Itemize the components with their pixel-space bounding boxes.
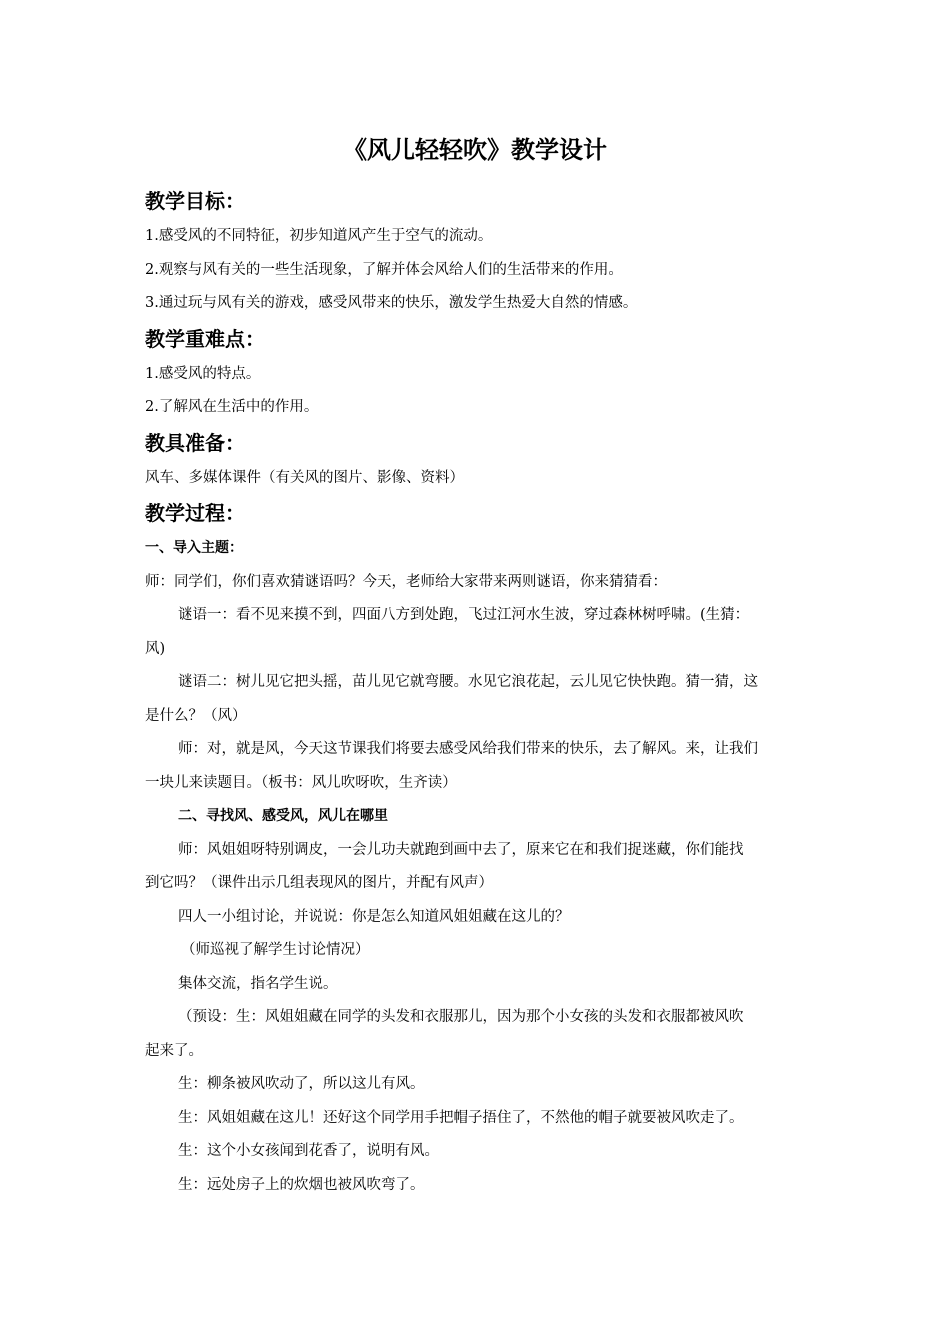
- student-answer: 生：这个小女孩闻到花香了，说明有风。: [178, 1143, 439, 1159]
- teacher-2-line-1: 师：风姐姐呀特别调皮，一会儿功夫就跑到画中去了，原来它在和我们捉迷藏，你们能找: [178, 841, 744, 858]
- goals-heading: 教学目标：: [145, 189, 245, 213]
- materials-text: 风车、多媒体课件（有关风的图片、影像、资料）: [145, 469, 464, 486]
- keypoint-item: 2.了解风在生活中的作用。: [145, 399, 319, 415]
- intro-paragraph: 师：同学们，你们喜欢猜谜语吗？今天，老师给大家带来两则谜语，你来猜猜看：: [145, 573, 667, 590]
- riddle-2-line-2: 是什么？（风）: [145, 707, 247, 724]
- goal-item: 3.通过玩与风有关的游戏，感受风带来的快乐，激发学生热爱大自然的情感。: [145, 295, 638, 311]
- document-title: 《风儿轻轻吹》教学设计: [343, 136, 607, 164]
- teacher-1-line-2: 一块儿来读题目。（板书：风儿吹呀吹，生齐读）: [145, 774, 457, 791]
- process-heading: 教学过程：: [145, 501, 245, 525]
- keypoints-heading: 教学重难点：: [145, 326, 265, 351]
- preset-line-1: （预设：生：风姐姐藏在同学的头发和衣服那儿，因为那个小女孩的头发和衣服都被风吹: [178, 1009, 744, 1025]
- student-answer: 生：远处房子上的炊烟也被风吹弯了。: [178, 1176, 425, 1193]
- keypoint-item: 1.感受风的特点。: [145, 365, 261, 382]
- teacher-2-line-2: 到它吗？（课件出示几组表现风的图片，并配有风声）: [145, 875, 493, 891]
- goal-item: 1.感受风的不同特征，初步知道风产生于空气的流动。: [145, 228, 493, 244]
- section-1-title: 一、导入主题：: [145, 540, 243, 556]
- student-answer: 生：风姐姐藏在这儿！还好这个同学用手把帽子捂住了，不然他的帽子就要被风吹走了。: [178, 1109, 744, 1126]
- riddle-1-line-1: 谜语一：看不见来摸不到，四面八方到处跑，飞过江河水生波，穿过森林树呼啸。(生猜：: [178, 607, 750, 623]
- section-2-title: 二、寻找风、感受风，风儿在哪里: [178, 808, 388, 824]
- preset-line-2: 起来了。: [145, 1042, 203, 1059]
- riddle-2-line-1: 谜语二：树儿见它把头摇，苗儿见它就弯腰。水见它浪花起，云儿见它快快跑。猜一猜，这: [178, 674, 758, 690]
- document-body: [145, 183, 815, 1202]
- riddle-1-line-2: 风): [145, 640, 166, 657]
- student-answer: 生：柳条被风吹动了，所以这儿有风。: [178, 1076, 425, 1092]
- class-share: 集体交流，指名学生说。: [178, 975, 338, 992]
- materials-heading: 教具准备：: [145, 430, 245, 455]
- group-discussion: 四人一小组讨论，并说说：你是怎么知道风姐姐藏在这儿的？: [178, 908, 570, 925]
- teacher-patrol: （师巡视了解学生讨论情况）: [181, 942, 370, 958]
- goal-item: 2.观察与风有关的一些生活现象，了解并体会风给人们的生活带来的作用。: [145, 261, 623, 278]
- teacher-1-line-1: 师：对，就是风，今天这节课我们将要去感受风给我们带来的快乐，去了解风。来，让我们: [178, 741, 758, 757]
